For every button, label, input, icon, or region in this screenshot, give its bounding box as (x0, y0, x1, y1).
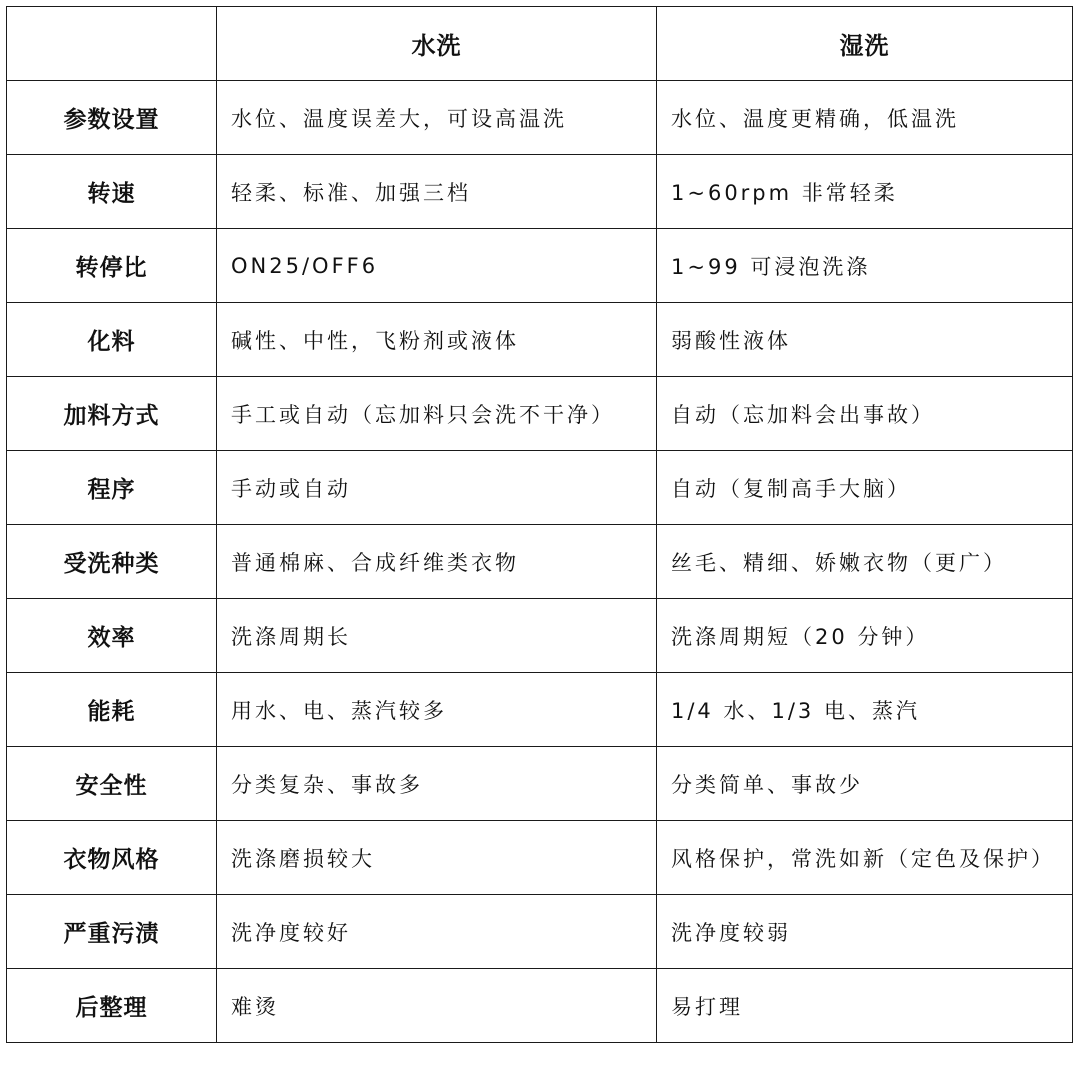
wet-wash-cell: 易打理 (657, 969, 1073, 1043)
table-row (7, 451, 1073, 525)
wet-wash-cell: 1~60rpm 非常轻柔 (657, 155, 1073, 229)
comparison-table (6, 6, 1073, 1043)
water-wash-cell: 洗涤周期长 (217, 599, 657, 673)
wet-wash-cell: 洗净度较弱 (657, 895, 1073, 969)
row-label: 能耗 (7, 673, 217, 747)
water-wash-cell: 洗净度较好 (217, 895, 657, 969)
table-row (7, 599, 1073, 673)
row-label: 化料 (7, 303, 217, 377)
row-label: 参数设置 (7, 81, 217, 155)
water-wash-cell: 水位、温度误差大，可设高温洗 (217, 81, 657, 155)
header-corner-cell (7, 7, 217, 81)
water-wash-cell: 用水、电、蒸汽较多 (217, 673, 657, 747)
table-row (7, 377, 1073, 451)
water-wash-cell: 普通棉麻、合成纤维类衣物 (217, 525, 657, 599)
row-label: 程序 (7, 451, 217, 525)
water-wash-cell: 手工或自动（忘加料只会洗不干净） (217, 377, 657, 451)
wet-wash-cell: 1/4 水、1/3 电、蒸汽 (657, 673, 1073, 747)
wet-wash-cell: 丝毛、精细、娇嫩衣物（更广） (657, 525, 1073, 599)
table-row (7, 969, 1073, 1043)
wet-wash-cell: 风格保护，常洗如新（定色及保护） (657, 821, 1073, 895)
wet-wash-cell: 分类简单、事故少 (657, 747, 1073, 821)
header-water-wash: 水洗 (217, 7, 657, 81)
wet-wash-cell: 自动（复制高手大脑） (657, 451, 1073, 525)
table-row (7, 155, 1073, 229)
water-wash-cell: 轻柔、标准、加强三档 (217, 155, 657, 229)
table-row (7, 673, 1073, 747)
table-row (7, 303, 1073, 377)
table-row (7, 81, 1073, 155)
row-label: 衣物风格 (7, 821, 217, 895)
row-label: 后整理 (7, 969, 217, 1043)
wet-wash-cell: 弱酸性液体 (657, 303, 1073, 377)
wet-wash-cell: 1~99 可浸泡洗涤 (657, 229, 1073, 303)
water-wash-cell: 难烫 (217, 969, 657, 1043)
water-wash-cell: 分类复杂、事故多 (217, 747, 657, 821)
wet-wash-cell: 水位、温度更精确，低温洗 (657, 81, 1073, 155)
header-row (7, 7, 1073, 81)
row-label: 严重污渍 (7, 895, 217, 969)
table-row (7, 821, 1073, 895)
row-label: 效率 (7, 599, 217, 673)
row-label: 转速 (7, 155, 217, 229)
row-label: 安全性 (7, 747, 217, 821)
row-label: 受洗种类 (7, 525, 217, 599)
water-wash-cell: 手动或自动 (217, 451, 657, 525)
wet-wash-cell: 自动（忘加料会出事故） (657, 377, 1073, 451)
row-label: 转停比 (7, 229, 217, 303)
water-wash-cell: 洗涤磨损较大 (217, 821, 657, 895)
wet-wash-cell: 洗涤周期短（20 分钟） (657, 599, 1073, 673)
header-wet-wash: 湿洗 (657, 7, 1073, 81)
table-row (7, 525, 1073, 599)
water-wash-cell: 碱性、中性，飞粉剂或液体 (217, 303, 657, 377)
table-row (7, 229, 1073, 303)
row-label: 加料方式 (7, 377, 217, 451)
table-row (7, 747, 1073, 821)
water-wash-cell: ON25/OFF6 (217, 229, 657, 303)
table-row (7, 895, 1073, 969)
